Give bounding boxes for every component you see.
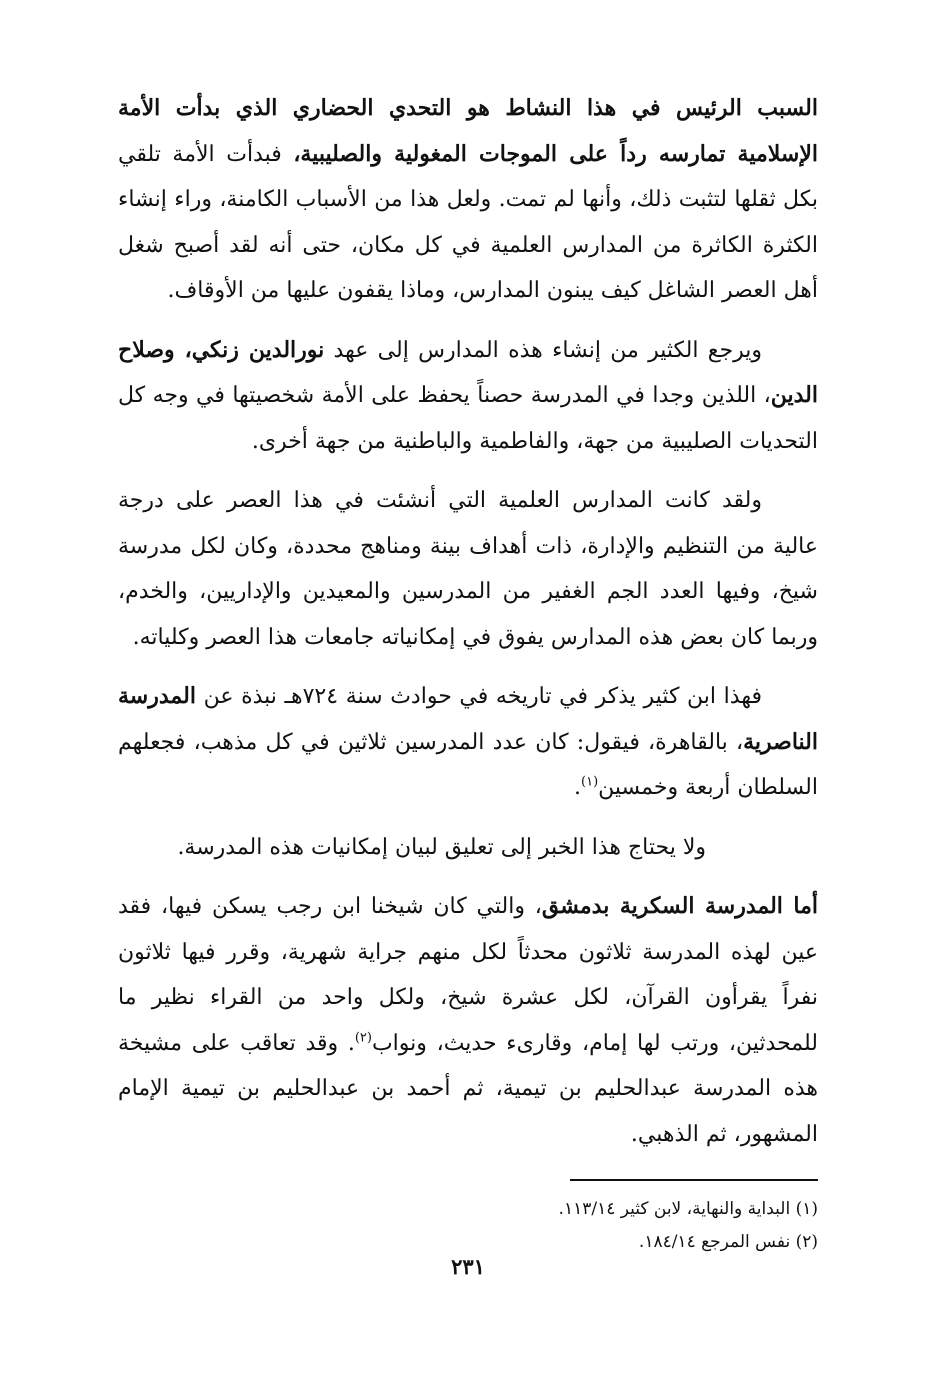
footnote-1: (١) البداية والنهاية، لابن كثير ١١٣/١٤. <box>558 1199 818 1219</box>
bold-phrase: نورالدين زنكي، وصلاح الدين <box>118 336 818 408</box>
paragraph-text: . وقد تعاقب على مشيخة هذه المدرسة عبدالحليم بن تيمية، ثم أحمد بن عبدالحليم بن تيمية الإمام المشهور، ثم الذهبي. <box>118 1030 818 1147</box>
paragraph-text: ، اللذين وجدا في المدرسة حصناً يحفظ على الأمة شخصيتها في وجه كل التحديات الصليبية من جهة، والفاطمية والباطنية من جهة أخرى. <box>118 383 818 454</box>
bold-phrase: أما المدرسة السكرية بدمشق <box>541 893 819 919</box>
footnote-divider <box>570 1179 818 1181</box>
footnote-ref[interactable]: (١) <box>581 774 599 790</box>
paragraph-text: ، والتي كان شيخنا ابن رجب يسكن فيها، فقد عين لهذه المدرسة ثلاثون محدثاً لكل منهم جراية شهرية، وقرر فيها ثلاثون نفراً يقرأون القرآن، لكل عشرة شيخ، ولكل واحد من القراء نظير ما للمحدثين، ورتب لها إمام، وقارىء حديث، ونواب <box>118 894 818 1056</box>
page-number: ٢٣١ <box>451 1254 485 1279</box>
paragraph-text: ولا يحتاج هذا الخبر إلى تعليق لبيان إمكانيات هذه المدرسة. <box>177 834 706 860</box>
paragraph-6 <box>118 884 818 1157</box>
paragraph-text: ويرجع الكثير من إنشاء هذه المدارس إلى عهد <box>324 337 762 363</box>
paragraph-text: ، بالقاهرة، فيقول: كان عدد المدرسين ثلاثين في كل مذهب، فجعلهم السلطان أربعة وخمسين <box>118 729 818 800</box>
paragraph-text: . <box>574 775 582 800</box>
paragraph-text: فبدأت الأمة تلقي بكل ثقلها لتثبت ذلك، وأنها لم تمت. ولعل هذا من الأسباب الكامنة، وراء إنشاء الكثرة الكاثرة من المدارس العلمية في كل مكان، حتى أنه لقد أصبح شغل أهل العصر الشاغل كيف يبنون المدارس، وماذا يقفون عليها من الأوقاف. <box>118 141 818 303</box>
paragraph-3 <box>118 478 818 660</box>
bold-phrase: المدرسة الناصرية <box>118 683 818 755</box>
paragraph-4 <box>118 674 818 811</box>
footnote-ref[interactable]: (٢) <box>354 1030 372 1046</box>
paragraph-text: فهذا ابن كثير يذكر في تاريخه في حوادث سنة ٧٢٤هـ نبذة عن <box>195 684 762 709</box>
bold-phrase: السبب الرئيس في هذا النشاط هو التحدي الحضاري الذي بدأت الأمة الإسلامية تمارسه رداً على الموجات المغولية والصليبية، <box>118 95 818 167</box>
paragraph-2 <box>118 328 818 465</box>
book-page <box>118 86 818 1326</box>
paragraph-text: ولقد كانت المدارس العلمية التي أنشئت في هذا العصر على درجة عالية من التنظيم والإدارة، ذات أهداف بينة ومناهج محددة، وكان لكل مدرسة شيخ، وفيها العدد الجم الغفير من المدرسين والمعيدين والإداريين، والخدم، وربما كان بعض هذه المدارس يفوق في إمكانياته جامعات هذا العصر وكلياته. <box>118 488 818 650</box>
paragraph-1 <box>118 86 818 314</box>
paragraph-5 <box>118 825 818 871</box>
footnote-2: (٢) نفس المرجع ١٨٤/١٤. <box>638 1232 818 1252</box>
